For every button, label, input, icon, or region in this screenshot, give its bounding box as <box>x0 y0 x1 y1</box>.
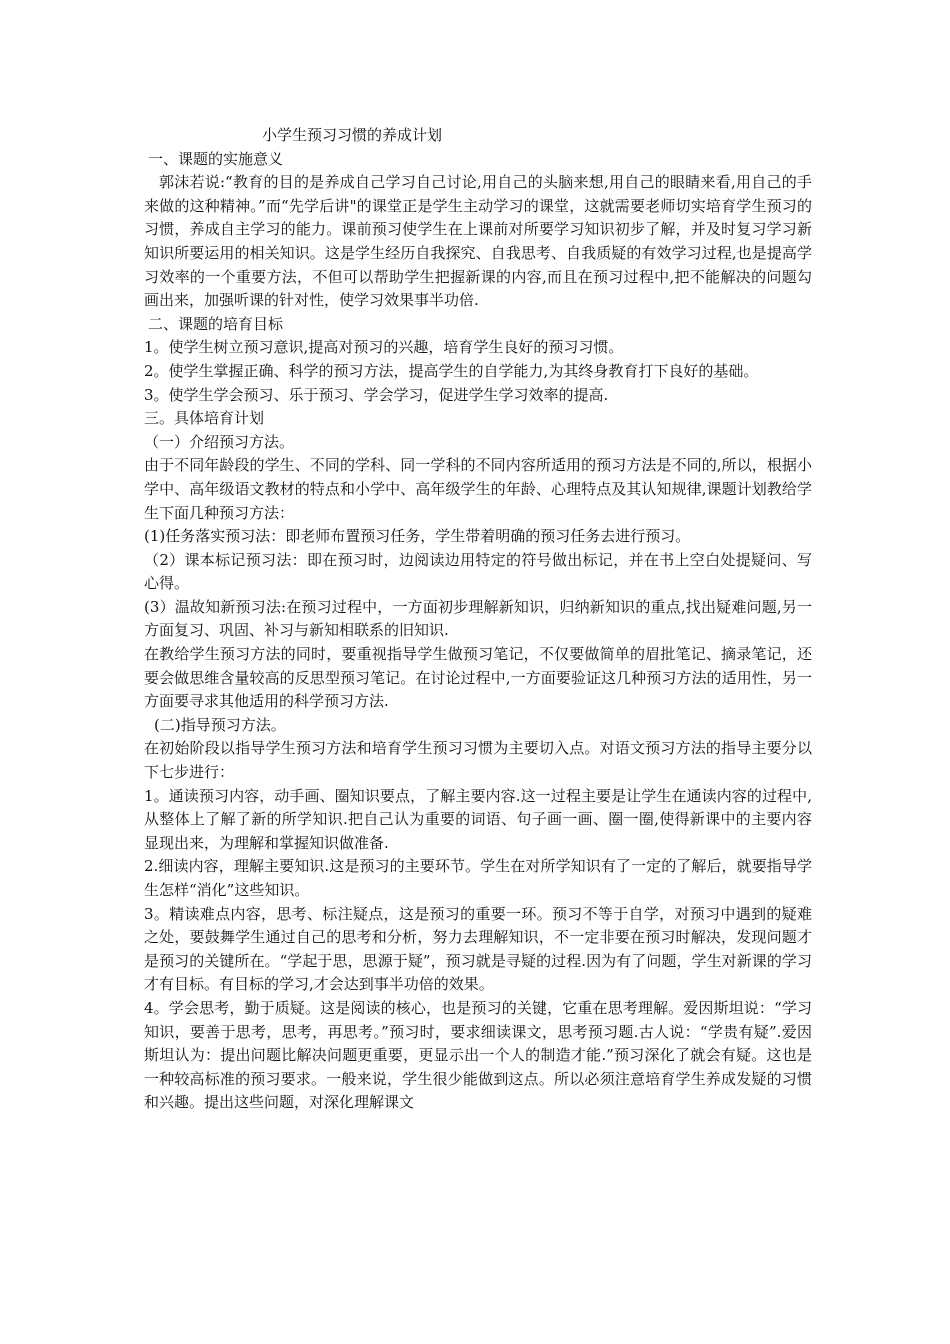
subsection1-note: 在教给学生预习方法的同时，要重视指导学生做预习笔记，不仅要做简单的眉批笔记、摘录笔记，还要会做思维含量较高的反思型预习笔记。在讨论过程中,一方面要验证这几种预习方法的适用性，另一方面要寻求其他适用的科学预习方法. <box>144 645 812 711</box>
goal-item-3: 3。使学生学会预习、乐于预习、学会学习，促进学生学习效率的提高. <box>144 385 609 404</box>
step-3: 3。精读难点内容，思考、标注疑点，这是预习的重要一环。预习不等于自学，对预习中遇到的疑难之处，要鼓舞学生通过自己的思考和分析，努力去理解知识，不一定非要在预习时解决，发现问题才是预习的关键所在。“学起于思，思源于疑”，预习就是寻疑的过程.因为有了问题，学生对新课的学习才有目标。有目标的学习,才会达到事半功倍的效果。 <box>144 904 812 994</box>
subsection2-intro: 在初始阶段以指导学生预习方法和培育学生预习习惯为主要切入点。对语文预习方法的指导主要分以下七步进行： <box>144 739 812 782</box>
section3-heading: 三。具体培育计划 <box>144 409 265 428</box>
goal-item-1: 1。使学生树立预习意识,提高对预习的兴趣，培育学生良好的预习习惯。 <box>144 338 624 357</box>
section2-heading: 二、课题的培育目标 <box>148 314 284 333</box>
section1-heading: 一、课题的实施意义 <box>148 149 284 168</box>
method-1: (1)任务落实预习法：即老师布置预习任务，学生带着明确的预习任务去进行预习。 <box>144 527 691 546</box>
step-2: 2.细读内容，理解主要知识.这是预习的主要环节。学生在对所学知识有了一定的了解后，就要指导学生怎样“消化”这些知识。 <box>144 857 812 899</box>
step-4: 4。学会思考，勤于质疑。这是阅读的核心，也是预习的关键，它重在思考理解。爱因斯坦说：“学习知识，要善于思考，思考，再思考。”预习时，要求细读课文，思考预习题.古人说：“学贵有疑”.爱因斯坦认为：提出问题比解决问题更重要，更显示出一个人的制造才能.”预习深化了就会有疑。这也是一种较高标准的预习要求。一般来说，学生很少能做到这点。所以必须注意培育学生养成发疑的习惯和兴趣。提出这些问题，对深化理解课文 <box>144 998 812 1112</box>
subsection1-intro: 由于不同年龄段的学生、不同的学科、同一学科的不同内容所适用的预习方法是不同的,所以，根据小学中、高年级语文教材的特点和小学中、高年级学生的年龄、心理特点及其认知规律,课题计划教给学生下面几种预习方法： <box>144 456 812 522</box>
subsection1-heading: （一）介绍预习方法。 <box>144 432 295 451</box>
document-body <box>144 124 812 1115</box>
subsection2-heading: (二)指导预习方法。 <box>154 715 286 734</box>
method-2: （2）课本标记预习法：即在预习时，边阅读边用特定的符号做出标记，并在书上空白处提疑问、写心得。 <box>144 550 812 593</box>
method-3: (3）温故知新预习法:在预习过程中，一方面初步理解新知识，归纳新知识的重点,找出疑难问题,另一方面复习、巩固、补习与新知相联系的旧知识. <box>144 597 812 640</box>
goal-item-2: 2。使学生掌握正确、科学的预习方法，提高学生的自学能力,为其终身教育打下良好的基础。 <box>144 361 759 380</box>
document-title: 小学生预习习惯的养成计划 <box>262 126 443 144</box>
section1-paragraph: 郭沫若说:“教育的目的是养成自己学习自己讨论,用自己的头脑来想,用自己的眼睛来看,用自己的手来做的这种精神。”而“先学后讲"的课堂正是学生主动学习的课堂，这就需要老师切实培育学生预习的习惯，养成自主学习的能力。课前预习使学生在上课前对所要学习知识初步了解，并及时复习学习新知识所要运用的相关知识。这是学生经历自我探究、自我思考、自我质疑的有效学习过程,也是提高学习效率的一个重要方法，不但可以帮助学生把握新课的内容,而且在预习过程中,把不能解决的问题勾画出来，加强听课的针对性，使学习效果事半功倍. <box>144 173 812 310</box>
step-1: 1。通读预习内容，动手画、圈知识要点，了解主要内容.这一过程主要是让学生在通读内容的过程中,从整体上了解了新的所学知识.把自己认为重要的词语、句子画一画、圈一圈,使得新课中的主要内容显现出来，为理解和掌握知识做准备. <box>144 786 812 852</box>
